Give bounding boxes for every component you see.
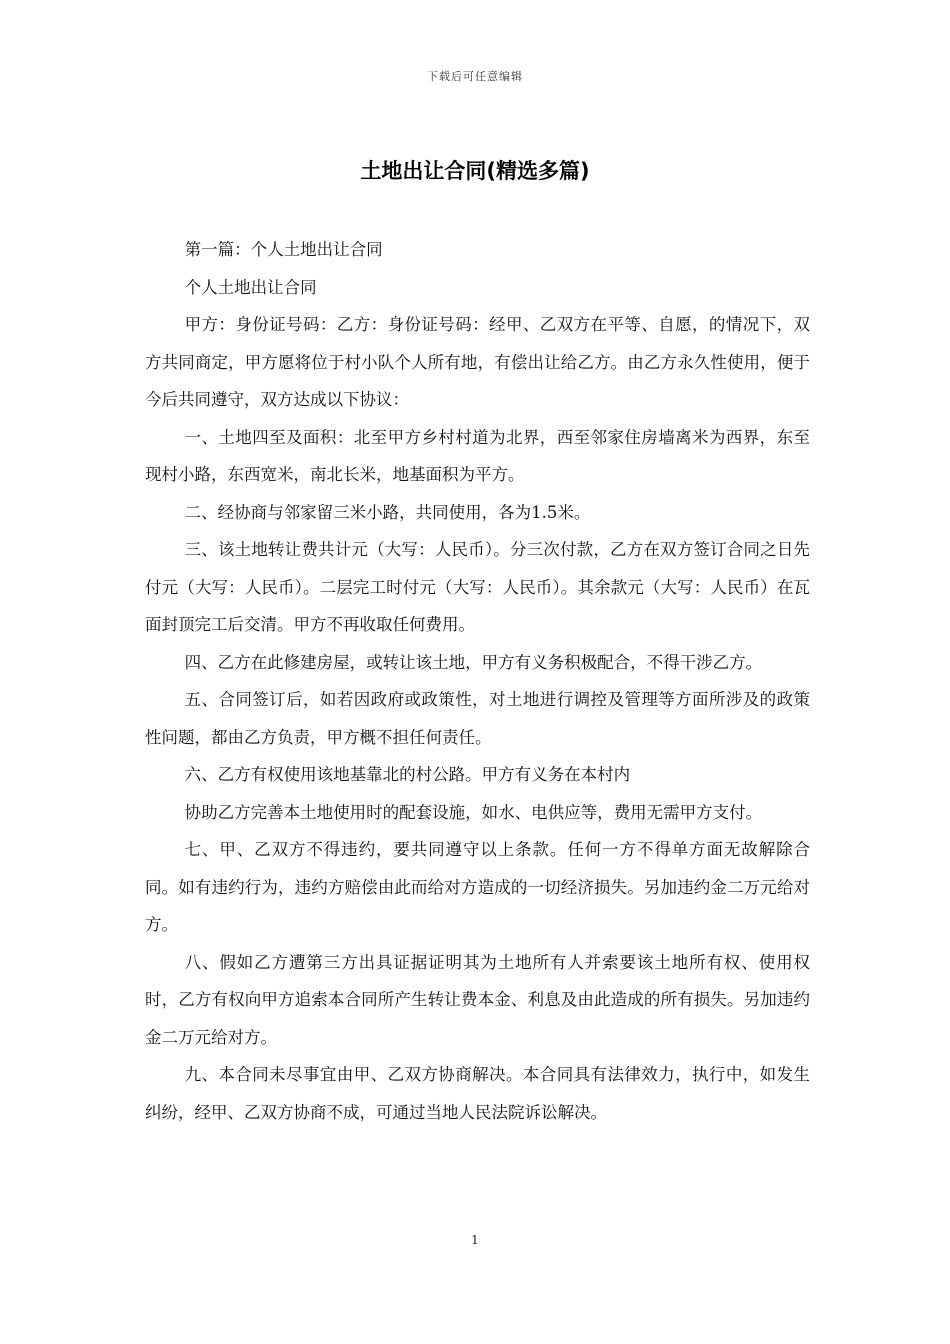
paragraph-clause-8: 八、假如乙方遭第三方出具证据证明其为土地所有人并索要该土地所有权、使用权时，乙方有权向甲方追索本合同所产生转让费本金、利息及由此造成的所有损失。另加违约金二万元给对方。 bbox=[145, 952, 810, 1047]
paragraph-clause-4: 四、乙方在此修建房屋，或转让该土地，甲方有义务积极配合，不得干涉乙方。 bbox=[184, 652, 763, 672]
header-note: 下载后可任意编辑 bbox=[427, 70, 523, 83]
document-body bbox=[145, 231, 810, 1131]
paragraph-clause-6-continued: 协助乙方完善本土地使用时的配套设施，如水、电供应等，费用无需甲方支付。 bbox=[184, 802, 763, 822]
paragraph-clause-7: 七、甲、乙双方不得违约，要共同遵守以上条款。任何一方不得单方面无故解除合同。如有违约行为，违约方赔偿由此而给对方造成的一切经济损失。另加违约金二万元给对方。 bbox=[145, 840, 810, 934]
paragraph-clause-9: 九、本合同未尽事宜由甲、乙双方协商解决。本合同具有法律效力，执行中，如发生纠纷，经甲、乙双方协商不成，可通过当地人民法院诉讼解决。 bbox=[145, 1065, 810, 1122]
paragraph-contract-name: 个人土地出让合同 bbox=[184, 277, 317, 297]
paragraph-preamble: 甲方：身份证号码：乙方：身份证号码：经甲、乙双方在平等、自愿，的情况下，双方共同商定，甲方愿将位于村小队个人所有地，有偿出让给乙方。由乙方永久性使用，便于今后共同遵守，双方达成以下协议： bbox=[145, 315, 810, 409]
paragraph-part-heading: 第一篇：个人土地出让合同 bbox=[184, 240, 383, 259]
page-number: 1 bbox=[471, 1233, 479, 1247]
paragraph-clause-3: 三、该土地转让费共计元（大写：人民币）。分三次付款，乙方在双方签订合同之日先付元（大写：人民币）。二层完工时付元（大写：人民币）。其余款元（大写：人民币）在瓦面封顶完工后交清。甲方不再收取任何费用。 bbox=[145, 540, 810, 634]
paragraph-clause-5: 五、合同签订后，如若因政府或政策性，对土地进行调控及管理等方面所涉及的政策性问题，都由乙方负责，甲方概不担任何责任。 bbox=[145, 690, 810, 747]
document-title: 土地出让合同(精选多篇) bbox=[360, 159, 590, 183]
paragraph-clause-1: 一、土地四至及面积：北至甲方乡村村道为北界，西至邻家住房墙离米为西界，东至现村小路，东西宽米，南北长米，地基面积为平方。 bbox=[145, 427, 810, 484]
paragraph-clause-6: 六、乙方有权使用该地基靠北的村公路。甲方有义务在本村内 bbox=[184, 765, 631, 784]
paragraph-clause-2: 二、经协商与邻家留三米小路，共同使用，各为1.5米。 bbox=[184, 502, 591, 522]
